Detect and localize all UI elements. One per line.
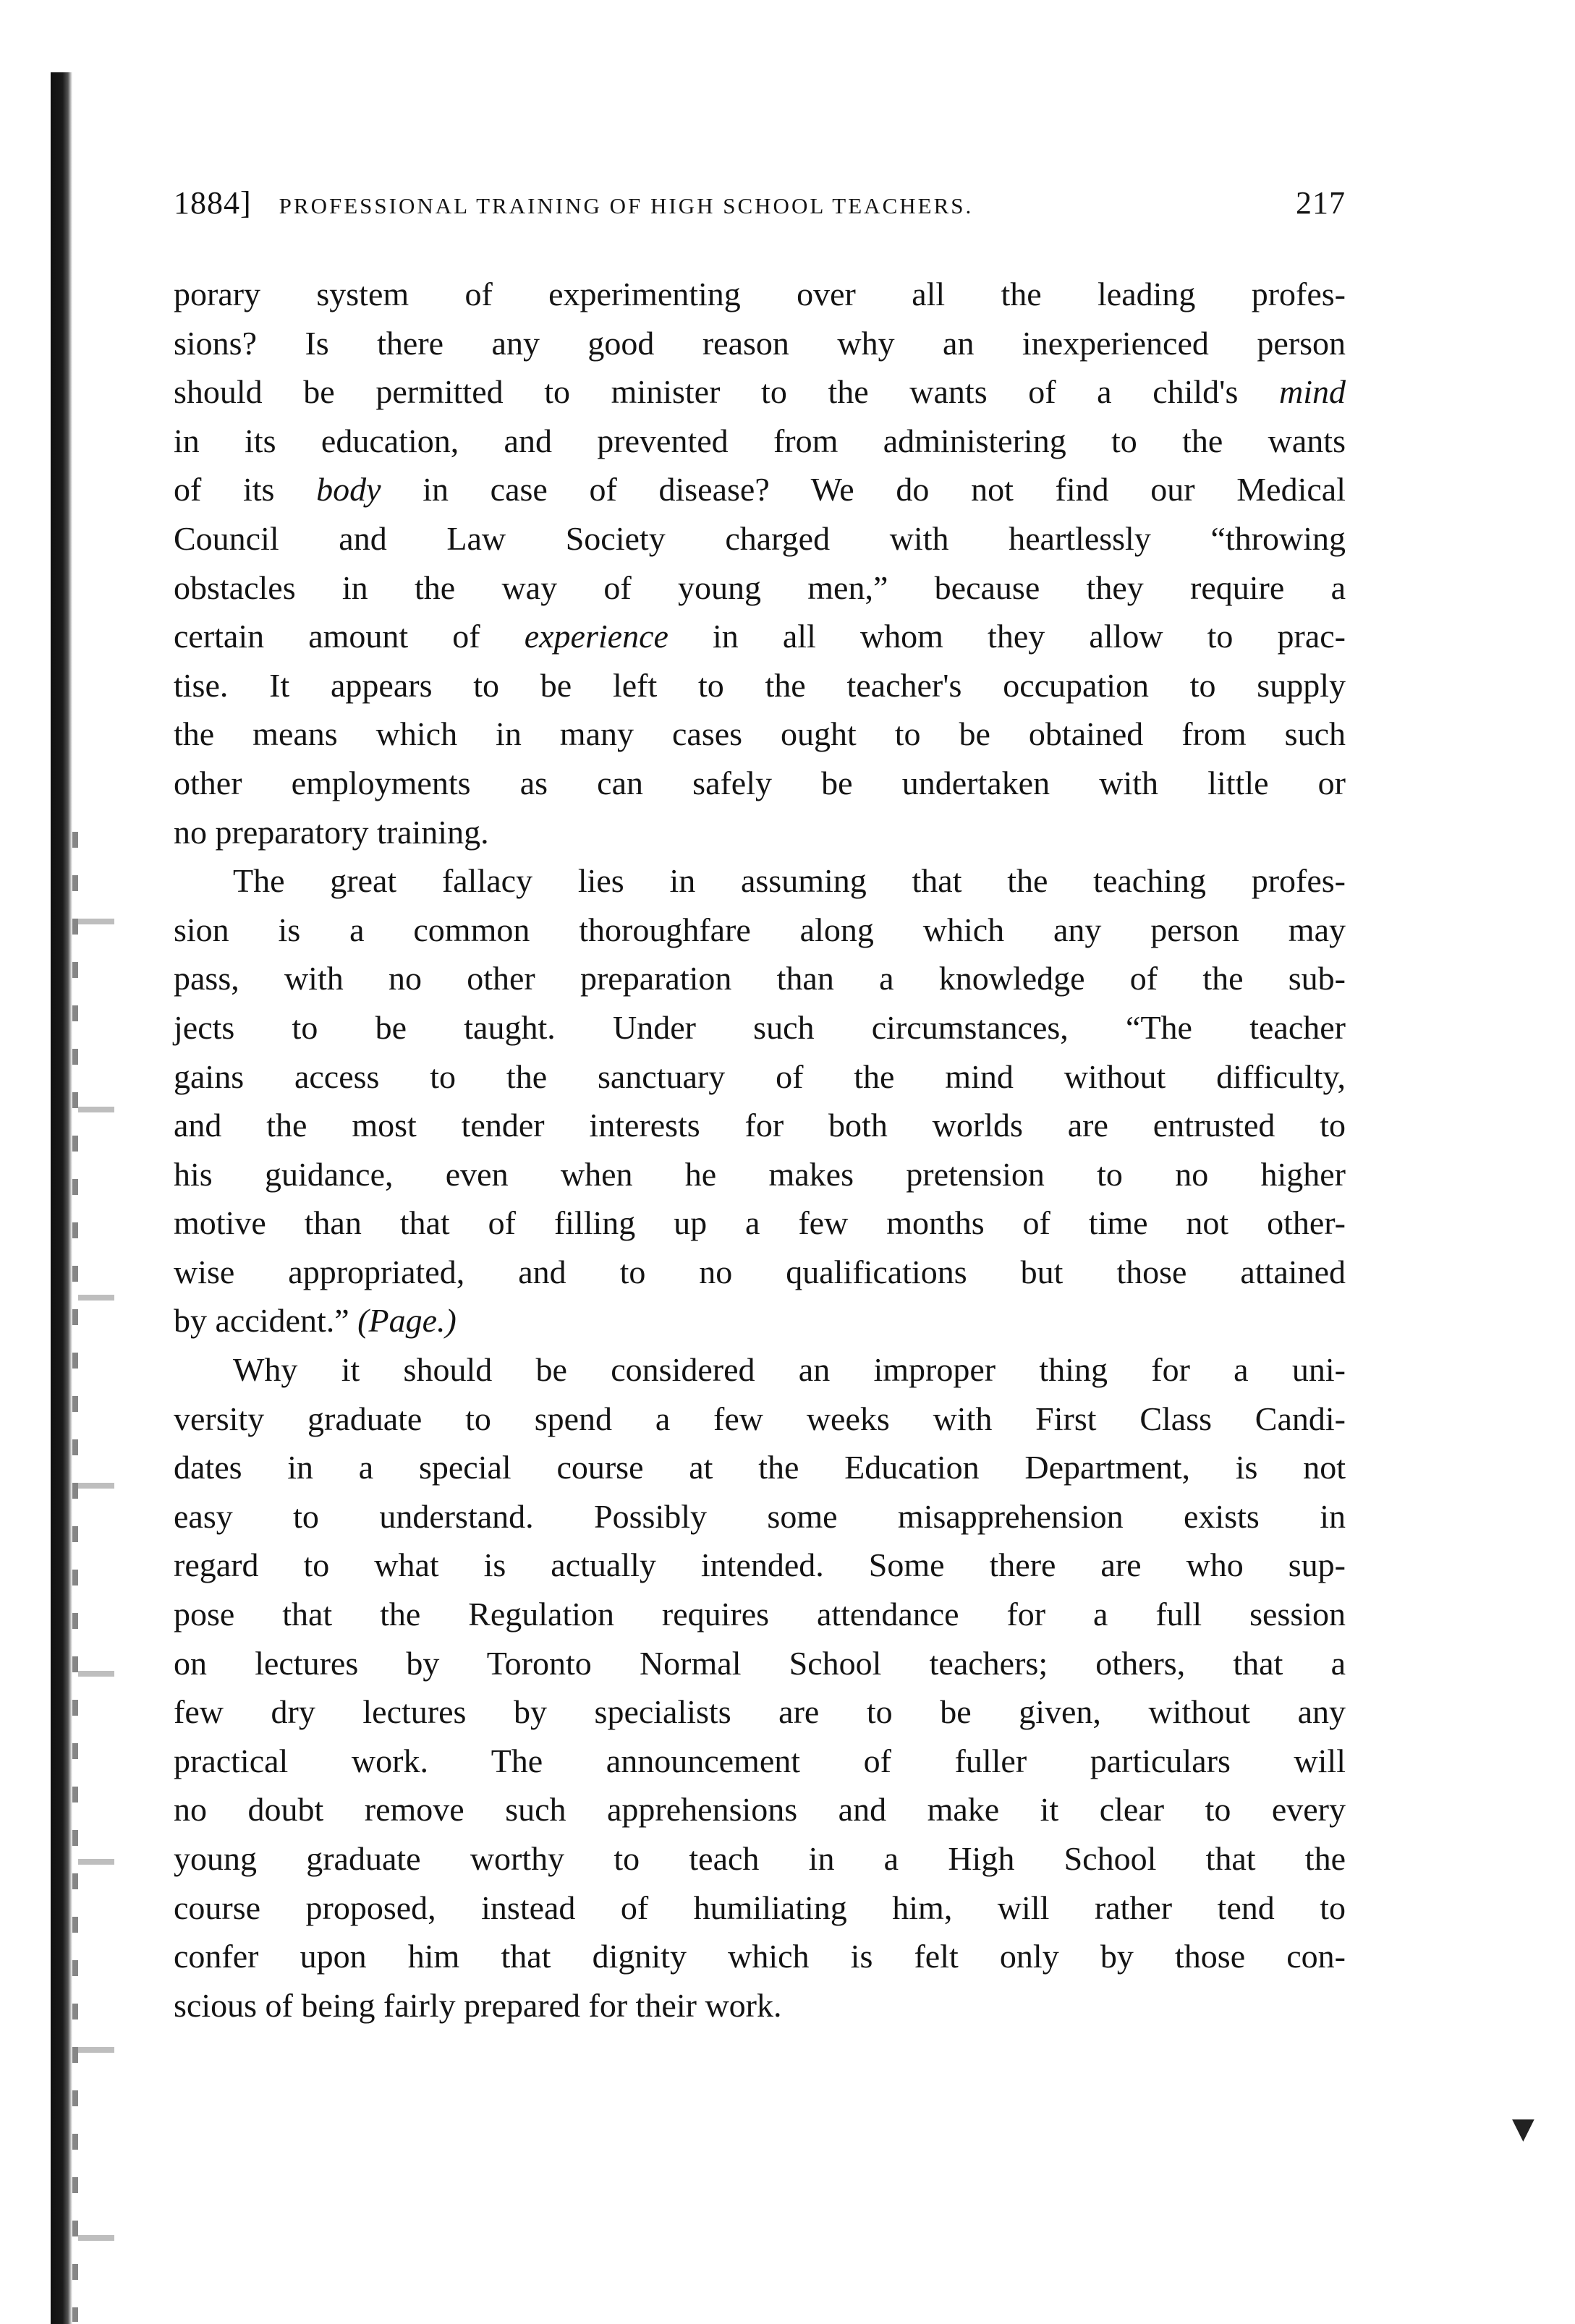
text-line bbox=[174, 1639, 1346, 1688]
text-segment: by accident.” bbox=[174, 1302, 358, 1340]
text-line bbox=[174, 1443, 1346, 1492]
text-line bbox=[174, 1199, 1346, 1248]
text-segment: porary system of experimenting over all the leading profes- bbox=[174, 276, 1346, 312]
header-title: PROFESSIONAL TRAINING OF HIGH SCHOOL TEACHERS. bbox=[279, 193, 974, 218]
text-segment: scious of being fairly prepared for their work. bbox=[174, 1986, 782, 2024]
text-line bbox=[174, 1834, 1346, 1884]
text-line bbox=[174, 270, 1346, 319]
italic-text: experience bbox=[524, 618, 668, 655]
text-segment: tise. It appears to be left to the teacher's occupation to supply bbox=[174, 666, 1346, 704]
text-line bbox=[174, 1395, 1346, 1444]
text-line bbox=[174, 808, 1346, 857]
text-segment: obstacles in the way of young men,” because they require a bbox=[174, 569, 1346, 606]
stray-ink-mark: ▼ bbox=[1512, 2112, 1534, 2145]
text-segment: in its education, and prevented from administering to the wants bbox=[174, 422, 1346, 459]
binding-shadow bbox=[51, 72, 72, 2324]
text-line bbox=[174, 1003, 1346, 1052]
text-segment: The great fallacy lies in assuming that the teaching profes- bbox=[233, 862, 1346, 900]
text-line bbox=[174, 1052, 1346, 1102]
page bbox=[174, 184, 1346, 2030]
text-segment: young graduate worthy to teach in a High School that the bbox=[174, 1840, 1346, 1877]
binding-specks bbox=[78, 832, 114, 2322]
text-segment: no preparatory training. bbox=[174, 813, 489, 851]
text-line bbox=[174, 1345, 1346, 1395]
text-line bbox=[174, 661, 1346, 710]
text-segment: jects to be taught. Under such circumstances, “The teacher bbox=[174, 1008, 1346, 1046]
text-segment: versity graduate to spend a few weeks with First Class Candi- bbox=[174, 1400, 1346, 1437]
paragraph bbox=[174, 856, 1346, 1345]
text-line bbox=[174, 465, 1346, 514]
text-line bbox=[174, 710, 1346, 759]
text-line bbox=[174, 1737, 1346, 1786]
text-segment: in all whom they allow to prac- bbox=[668, 618, 1346, 655]
text-segment: practical work. The announcement of fuller particulars will bbox=[174, 1742, 1346, 1779]
text-segment: the means which in many cases ought to be obtained from such bbox=[174, 715, 1346, 753]
text-line bbox=[174, 1492, 1346, 1541]
text-segment: and the most tender interests for both worlds are entrusted to bbox=[174, 1107, 1346, 1144]
text-line bbox=[174, 954, 1346, 1003]
text-line bbox=[174, 1541, 1346, 1590]
text-segment: confer upon him that dignity which is felt only by those con- bbox=[174, 1938, 1346, 1975]
text-line bbox=[174, 319, 1346, 368]
text-line bbox=[174, 514, 1346, 563]
text-segment: sion is a common thoroughfare along which any person may bbox=[174, 911, 1346, 948]
text-line bbox=[174, 367, 1346, 417]
italic-text: mind bbox=[1279, 373, 1346, 411]
paragraph bbox=[174, 270, 1346, 856]
text-segment: dates in a special course at the Education Department, is not bbox=[174, 1449, 1346, 1486]
text-segment: certain amount of bbox=[174, 618, 525, 655]
body-text bbox=[174, 270, 1346, 2030]
text-line bbox=[174, 1101, 1346, 1150]
text-segment: Council and Law Society charged with heartlessly “throwing bbox=[174, 519, 1346, 557]
text-segment: should be permitted to minister to the wants of a child's bbox=[174, 373, 1279, 411]
text-line bbox=[174, 856, 1346, 906]
text-line bbox=[174, 612, 1346, 661]
text-line bbox=[174, 1248, 1346, 1297]
text-line bbox=[174, 1687, 1346, 1737]
text-segment: of its bbox=[174, 471, 317, 508]
text-segment: no doubt remove such apprehensions and make it clear to every bbox=[174, 1791, 1346, 1829]
text-segment: few dry lectures by specialists are to be given, without any bbox=[174, 1693, 1346, 1731]
text-line bbox=[174, 1981, 1346, 2030]
italic-text: (Page.) bbox=[357, 1302, 457, 1340]
header-year: 1884] bbox=[174, 185, 252, 221]
paragraph bbox=[174, 1345, 1346, 2030]
italic-text: body bbox=[316, 471, 381, 508]
text-line bbox=[174, 1590, 1346, 1639]
text-line bbox=[174, 417, 1346, 466]
text-segment: his guidance, even when he makes pretension to no higher bbox=[174, 1155, 1346, 1193]
text-segment: on lectures by Toronto Normal School teachers; others, that a bbox=[174, 1644, 1346, 1682]
running-header bbox=[174, 184, 1346, 242]
text-segment: course proposed, instead of humiliating him, will rather tend to bbox=[174, 1889, 1346, 1926]
text-segment: pose that the Regulation requires attendance for a full session bbox=[174, 1596, 1346, 1633]
text-segment: Why it should be considered an improper thing for a uni- bbox=[233, 1351, 1346, 1389]
binding-edge bbox=[72, 832, 78, 2322]
page-number: 217 bbox=[1296, 185, 1346, 221]
text-line bbox=[174, 563, 1346, 613]
text-segment: pass, with no other preparation than a knowledge of the sub- bbox=[174, 960, 1346, 997]
text-line bbox=[174, 1150, 1346, 1199]
text-line bbox=[174, 906, 1346, 955]
text-segment: other employments as can safely be undertaken with little or bbox=[174, 764, 1346, 801]
text-segment: wise appropriated, and to no qualifications but those attained bbox=[174, 1253, 1346, 1290]
text-segment: easy to understand. Possibly some misapprehension exists in bbox=[174, 1497, 1346, 1535]
text-segment: regard to what is actually intended. Some there are who sup- bbox=[174, 1546, 1346, 1584]
text-segment: motive than that of filling up a few months of time not other- bbox=[174, 1204, 1346, 1242]
text-segment: gains access to the sanctuary of the mind without difficulty, bbox=[174, 1057, 1346, 1095]
text-line bbox=[174, 1884, 1346, 1933]
text-segment: in case of disease? We do not find our Medical bbox=[381, 471, 1346, 508]
text-line bbox=[174, 1785, 1346, 1834]
text-line bbox=[174, 1296, 1346, 1345]
text-line bbox=[174, 1932, 1346, 1981]
text-line bbox=[174, 759, 1346, 808]
text-segment: sions? Is there any good reason why an inexperienced person bbox=[174, 324, 1346, 362]
